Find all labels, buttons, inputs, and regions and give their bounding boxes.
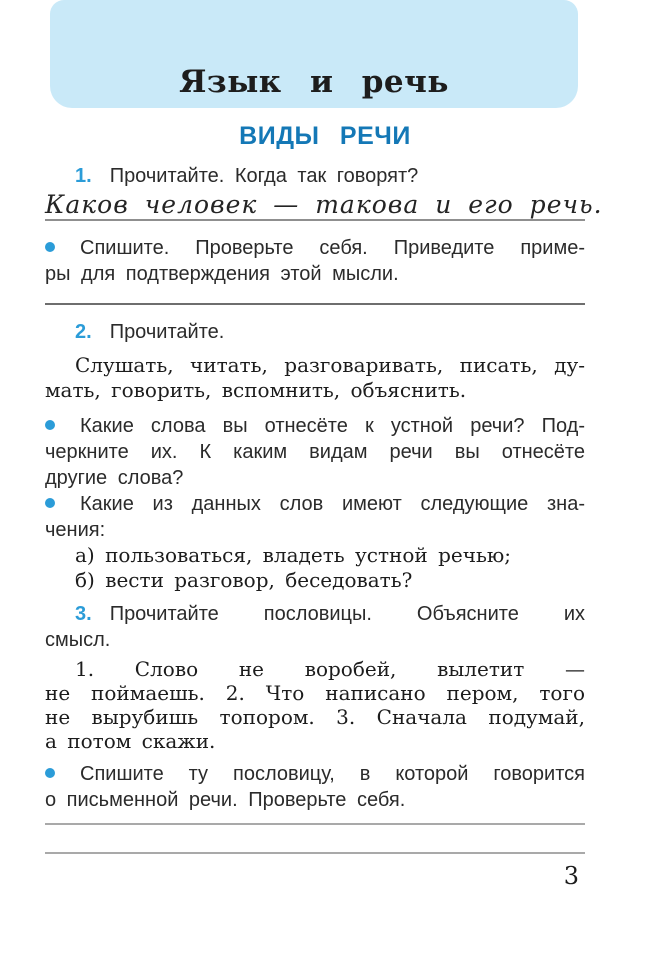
exercise-task: Прочитайте пословицы. Объясните их: [109, 603, 585, 625]
text-line: а потом скажи.: [45, 729, 216, 753]
list-item-b: б) вести разговор, беседовать?: [75, 568, 413, 592]
word-list-paragraph: [45, 353, 585, 403]
bullet-icon: [45, 768, 55, 778]
section-title: ВИДЫ РЕЧИ: [239, 122, 411, 150]
exercise-1: [45, 163, 603, 287]
text-line: чения:: [45, 519, 106, 541]
writing-line: [45, 823, 585, 825]
chapter-title: Язык и речь: [179, 64, 449, 100]
text-line: не поймаешь. 2. Что написано пером, того: [45, 681, 585, 705]
text-line: о письменной речи. Проверьте себя.: [45, 789, 406, 811]
task-bullet-paragraph: [45, 761, 585, 813]
exercise-number: 3.: [75, 603, 92, 625]
bullet-icon: [45, 498, 55, 508]
text-line: [45, 761, 585, 787]
exercise-1-heading: [45, 163, 585, 189]
text-line: ры для подтверждения этой мысли.: [45, 263, 399, 285]
page-content: [0, 163, 650, 854]
exercise-3: [45, 601, 585, 813]
text-line-content: Какие слова вы отнесёте к устной речи? Под-: [80, 415, 585, 437]
exercise-2-heading: [45, 319, 585, 345]
text-line: [45, 413, 585, 439]
text-line: черкните их. К каким видам речи вы отнесёте: [45, 441, 585, 463]
text-line: [45, 235, 585, 261]
text-line: [45, 491, 585, 517]
text-line: другие слова?: [45, 467, 184, 489]
proverbs-paragraph: [45, 657, 585, 753]
bullet-icon: [45, 420, 55, 430]
text-line: не вырубишь топором. 3. Сначала подумай,: [45, 705, 585, 729]
exercise-2: [45, 319, 585, 593]
bullet-icon: [45, 242, 55, 252]
exercise-3-heading: [45, 601, 585, 627]
exercise-task: Прочитайте.: [109, 321, 225, 343]
text-line: мать, говорить, вспомнить, объяснить.: [45, 378, 467, 402]
chapter-banner: [50, 0, 578, 108]
exercise-number: 1.: [75, 165, 92, 187]
list-item-a: а) пользоваться, владеть устной речью;: [75, 543, 512, 567]
handwriting-line: [45, 190, 603, 221]
writing-line: [45, 852, 585, 854]
task-bullet-paragraph: [45, 413, 585, 491]
text-line: смысл.: [45, 629, 111, 651]
text-line-content: Какие из данных слов имеют следующие зна-: [80, 493, 585, 515]
exercise-task: Прочитайте. Когда так говорят?: [109, 165, 419, 187]
text-line: Слушать, читать, разговаривать, писать, ду-: [75, 353, 585, 377]
handwriting-text: Каков человек — такова и его речь.: [45, 190, 603, 219]
writing-area: [45, 823, 585, 854]
section-rule: [45, 303, 585, 305]
text-line: 1. Слово не воробей, вылетит —: [75, 657, 585, 681]
task-bullet-paragraph: [45, 235, 585, 287]
text-line-content: Спишите. Проверьте себя. Приведите приме-: [80, 237, 585, 259]
text-line-content: Спишите ту пословицу, в которой говорится: [80, 763, 585, 785]
exercise-number: 2.: [75, 321, 92, 343]
page-number: 3: [563, 862, 579, 890]
task-bullet-paragraph: [45, 491, 585, 543]
